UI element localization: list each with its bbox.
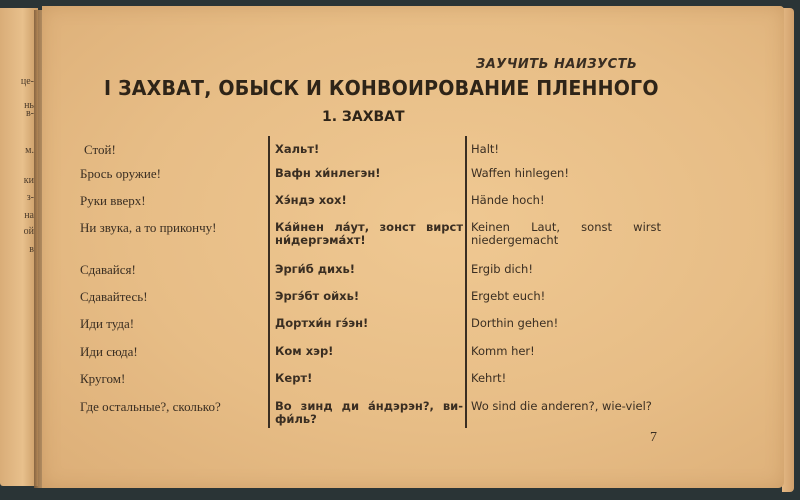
russian-phrase: Ни звука, а то прикончу!: [80, 220, 217, 235]
transcription: Вафн хи́нлегэн!: [275, 166, 381, 180]
russian-phrase: Иди туда!: [80, 316, 135, 331]
column-divider: [465, 136, 467, 428]
german-phrase: Kehrt!: [471, 371, 507, 385]
transcription: Хэ́ндэ хох!: [275, 193, 347, 207]
german-phrase: Wo sind die anderen?, wie-viel?: [471, 399, 652, 413]
left-page-text-fragment: це-: [20, 76, 34, 87]
left-page-text-fragment: м.: [25, 145, 34, 156]
transcription: Дортхи́н гэ́эн!: [275, 316, 369, 330]
transcription: Эргэ́бт ойхь!: [275, 289, 360, 303]
left-page-text-fragment: ки: [23, 175, 34, 186]
german-phrase: Waffen hinlegen!: [471, 166, 569, 180]
german-phrase: Halt!: [471, 142, 500, 156]
russian-phrase: Кругом!: [80, 371, 126, 386]
memorize-label: ЗАУЧИТЬ НАИЗУСТЬ: [476, 57, 638, 72]
section-title: 1. ЗАХВАТ: [322, 109, 405, 125]
transcription: Ком хэр!: [275, 344, 334, 358]
chapter-title: I ЗАХВАТ, ОБЫСК И КОНВОИРОВАНИЕ ПЛЕННОГО: [104, 76, 659, 100]
russian-phrase: Сдавайся!: [80, 262, 136, 277]
german-phrase: Hände hoch!: [471, 193, 545, 207]
left-page-text-fragment: нь: [24, 100, 34, 111]
transcription: Во зинд ди а́ндэрэн?, ви-фи́ль?: [275, 399, 463, 426]
left-page-text-fragment: в: [29, 244, 34, 255]
german-phrase: Ergebt euch!: [471, 289, 546, 303]
column-divider: [268, 136, 270, 428]
left-page-text-fragment: в-: [25, 108, 34, 119]
german-phrase: Dorthin gehen!: [471, 316, 559, 330]
transcription: Хальт!: [275, 142, 320, 156]
german-phrase: Keinen Laut, sonst wirst niedergemacht: [471, 220, 661, 247]
russian-phrase: Сдавайтесь!: [80, 289, 148, 304]
russian-phrase: Стой!: [84, 142, 116, 157]
russian-phrase: Брось оружие!: [80, 166, 161, 181]
left-page-text-fragment: з-: [26, 192, 34, 203]
russian-phrase: Руки вверх!: [80, 193, 146, 208]
transcription: Эрги́б дихь!: [275, 262, 356, 276]
left-page-text-fragment: ой: [23, 226, 34, 237]
transcription: Керт!: [275, 371, 313, 385]
transcription: Ка́йнен ла́ут, зонст вирст ни́дергэма́хт!: [275, 220, 463, 247]
left-page-text-fragment: на: [24, 210, 34, 221]
russian-phrase: Иди сюда!: [80, 344, 138, 359]
left-page-edge: [0, 8, 38, 486]
russian-phrase: Где остальные?, сколько?: [80, 399, 221, 414]
page-number: 7: [650, 430, 657, 445]
german-phrase: Ergib dich!: [471, 262, 533, 276]
german-phrase: Komm her!: [471, 344, 535, 358]
